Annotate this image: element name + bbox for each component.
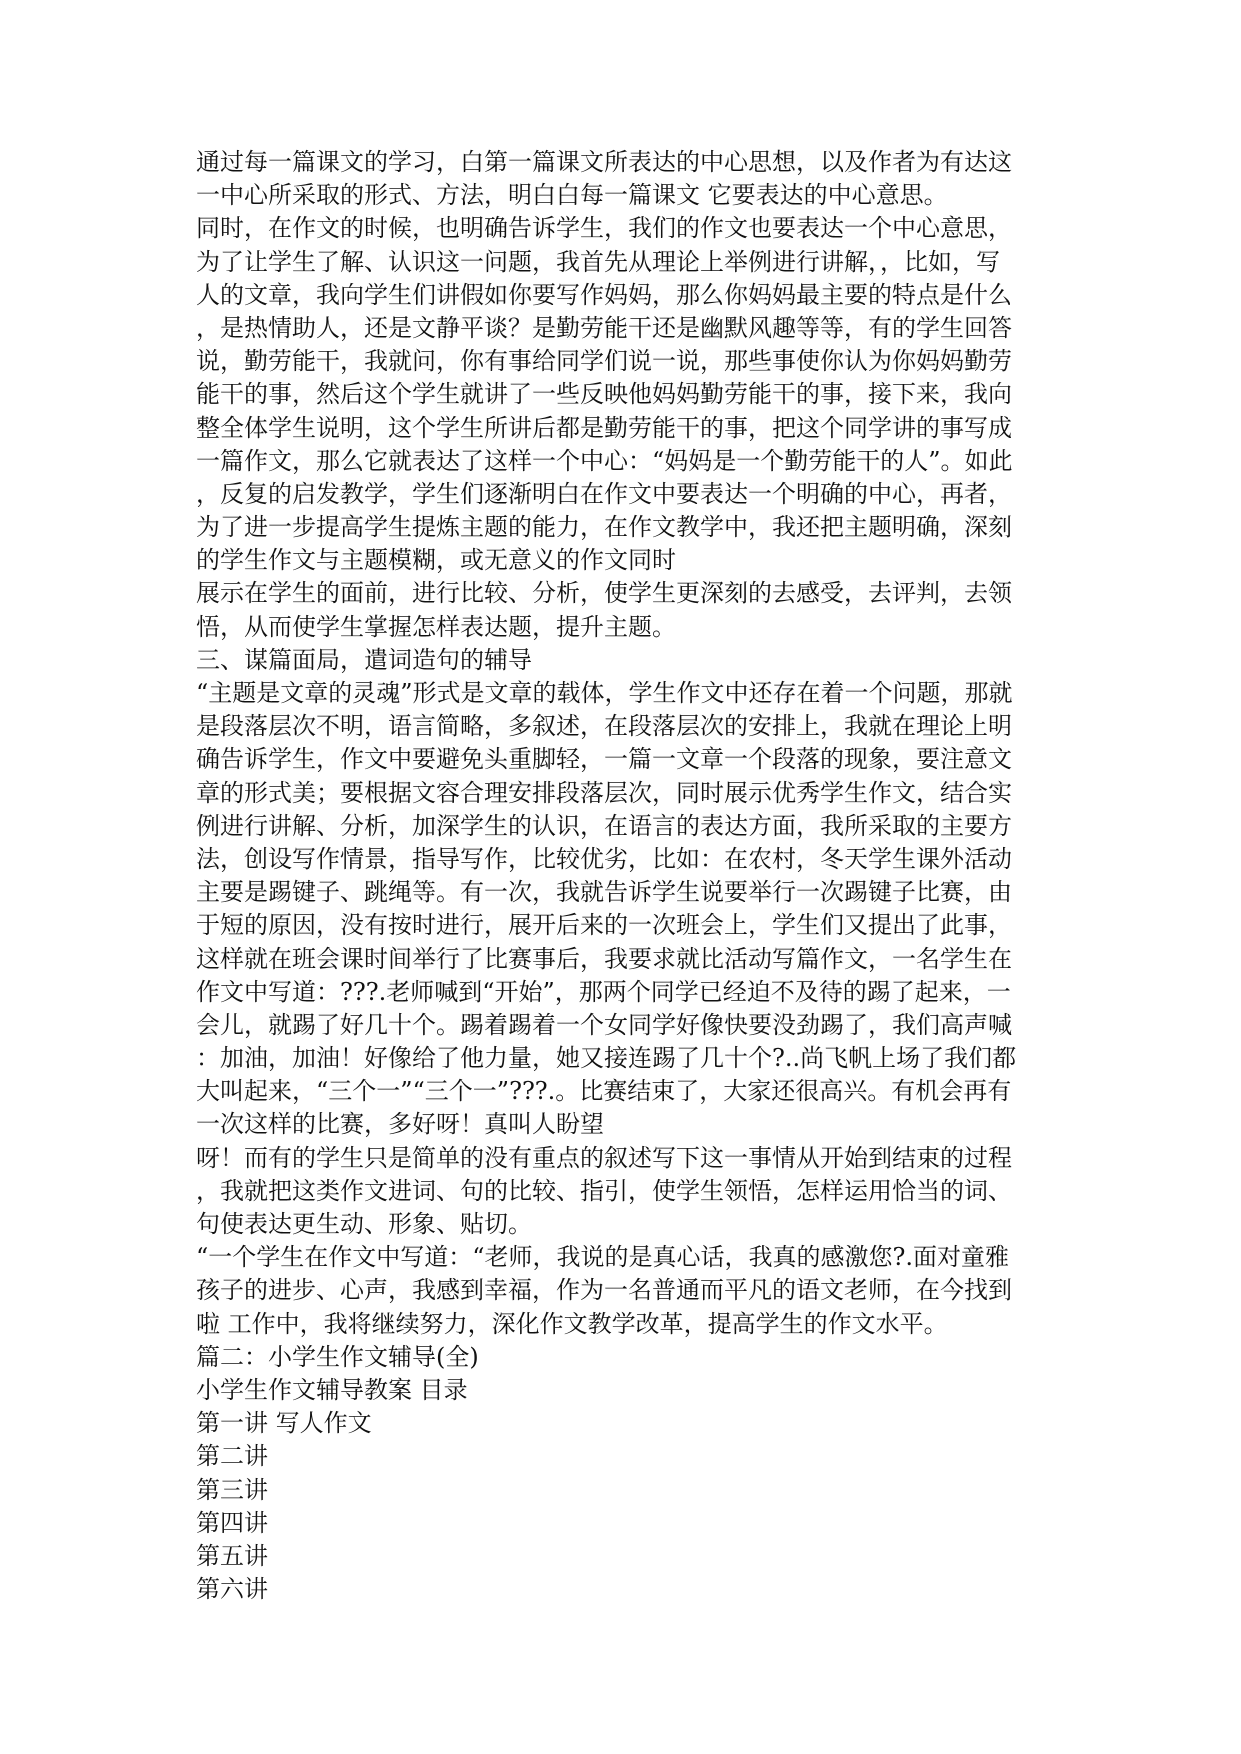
text-line: 第三讲 [196, 1475, 268, 1504]
text-line: 句使表达更生动、形象、贴切。 [196, 1210, 532, 1238]
text-line: 大叫起来，“三个一”“三个一”???.。比赛结束了，大家还很高兴。有机会再有 [196, 1077, 1012, 1106]
text-line: 通过每一篇课文的学习，白第一篇课文所表达的中心思想，以及作者为有达这 [196, 148, 1012, 176]
text-line: 是段落层次不明，语言简略，多叙述，在段落层次的安排上，我就在理论上明 [196, 712, 1012, 741]
text-line: 第五讲 [196, 1541, 268, 1570]
text-line: 呀！而有的学生只是简单的没有重点的叙述写下这一事情从开始到结束的过程 [196, 1143, 1012, 1172]
text-line: “一个学生在作文中写道：“老师，我说的是真心话，我真的感激您?.面对童雅 [196, 1243, 1010, 1272]
text-line: 会儿，就踢了好几十个。踢着踢着一个女同学好像快要没劲踢了，我们高声喊 [196, 1010, 1012, 1039]
text-line: 悟，从而使学生掌握怎样表达题，提升主题。 [196, 612, 676, 641]
text-line: 孩子的进步、心声，我感到幸福，作为一名普通而平凡的语文老师，在今找到 [196, 1276, 1012, 1305]
text-line: 啦 工作中，我将继续努力，深化作文教学改革，提高学生的作文水平。 [196, 1309, 948, 1338]
text-line: ：加油，加油！好像给了他力量，她又接连踢了几十个?..尚飞帆上场了我们都 [196, 1044, 1017, 1073]
text-line: ，我就把这类作文进词、句的比较、指引，使学生领悟，怎样运用恰当的词、 [196, 1176, 1012, 1205]
text-line: 整全体学生说明，这个学生所讲后都是勤劳能干的事，把这个同学讲的事写成 [196, 413, 1012, 442]
text-line: 小学生作文辅导教案 目录 [196, 1375, 468, 1404]
text-line: 主要是踢键子、跳绳等。有一次，我就告诉学生说要举行一次踢键子比赛，由 [196, 878, 1012, 907]
text-line: ，是热情助人，还是文静平谈？是勤劳能干还是幽默风趣等等，有的学生回答 [196, 313, 1012, 342]
text-line: 说，勤劳能干，我就问，你有事给同学们说一说，那些事使你认为你妈妈勤劳 [196, 347, 1012, 376]
text-line: 第六讲 [196, 1575, 268, 1604]
document-body [196, 146, 1046, 1606]
text-line: 法，创设写作情景，指导写作，比较优劣，比如：在农村，冬天学生课外活动 [196, 844, 1012, 873]
text-line: 的学生作文与主题模糊，或无意义的作文同时 [196, 546, 676, 575]
text-line: 为了进一步提高学生提炼主题的能力，在作文教学中，我还把主题明确，深刻 [196, 513, 1012, 542]
text-line: 篇二：小学生作文辅导(全) [196, 1342, 479, 1371]
text-line: 能干的事，然后这个学生就讲了一些反映他妈妈勤劳能干的事，接下来，我向 [196, 380, 1012, 409]
text-line: 章的形式美；要根据文容合理安排段落层次，同时展示优秀学生作文，结合实 [196, 778, 1012, 807]
text-line: 为了让学生了解、认识这一问题，我首先从理论上举例进行讲解，，比如，写 [196, 247, 1000, 276]
text-line: 于短的原因，没有按时进行，展开后来的一次班会上，学生们又提出了此事， [196, 911, 1012, 940]
text-line: 第二讲 [196, 1442, 268, 1471]
text-line: 第四讲 [196, 1508, 268, 1537]
text-line: 例进行讲解、分析，加深学生的认识，在语言的表达方面，我所采取的主要方 [196, 811, 1012, 840]
text-line: 同时，在作文的时候，也明确告诉学生，我们的作文也要表达一个中心意思， [196, 214, 1012, 243]
text-line: “主题是文章的灵魂”形式是文章的载体，学生作文中还存在着一个问题，那就 [196, 679, 1013, 707]
text-line: ，反复的启发教学，学生们逐渐明白在作文中要表达一个明确的中心，再者， [196, 479, 1012, 508]
text-line: 展示在学生的面前，进行比较、分析，使学生更深刻的去感受，去评判，去领 [196, 579, 1012, 608]
text-line: 第一讲 写人作文 [196, 1409, 372, 1438]
text-line: 一次这样的比赛，多好呀！真叫人盼望 [196, 1110, 604, 1139]
text-line: 一篇作文，那么它就表达了这样一个中心：“妈妈是一个勤劳能干的人”。如此 [196, 446, 1013, 475]
text-line: 一中心所采取的形式、方法，明白白每一篇课文 它要表达的中心意思。 [196, 181, 948, 210]
text-line: 三、谋篇面局，遣词造句的辅导 [196, 645, 532, 674]
text-line: 确告诉学生，作文中要避免头重脚轻，一篇一文章一个段落的现象，要注意文 [196, 745, 1012, 774]
text-line: 作文中写道：???.老师喊到“开始”，那两个同学已经迫不及待的踢了起来，一 [196, 977, 1011, 1006]
text-line: 这样就在班会课时间举行了比赛事后，我要求就比活动写篇作文，一名学生在 [196, 944, 1012, 973]
text-line: 人的文章，我向学生们讲假如你要写作妈妈，那么你妈妈最主要的特点是什么 [196, 280, 1012, 309]
